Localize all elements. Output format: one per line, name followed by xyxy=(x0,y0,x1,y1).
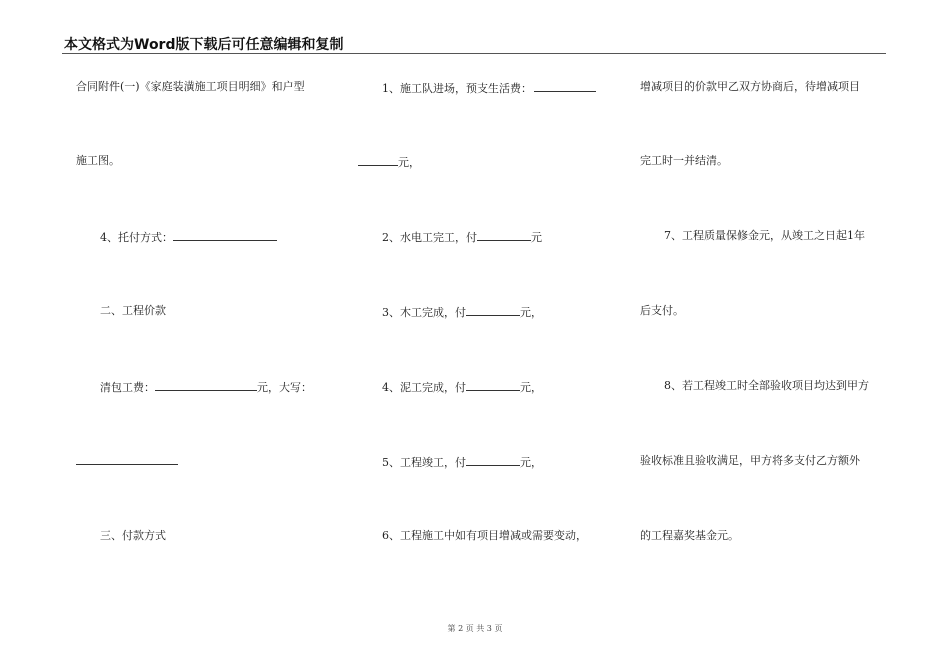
plumbing-label: 2、水电工完工，付 xyxy=(382,231,477,244)
col2-line-plumbing xyxy=(382,229,542,245)
col2-line-completion xyxy=(382,454,542,470)
completion-blank[interactable] xyxy=(466,454,520,466)
labor-fee-suffix: 元，大写： xyxy=(257,381,312,394)
advance-blank[interactable] xyxy=(534,80,596,92)
col3-line-bonus-cont: 验收标准且验收满足，甲方将多支付乙方额外 xyxy=(640,454,860,467)
col3-line-bonus-end: 的工程嘉奖基金元。 xyxy=(640,529,739,542)
col3-line-warranty-cont: 后支付。 xyxy=(640,304,684,317)
completion-label: 5、工程竣工，付 xyxy=(382,456,466,469)
document-header-title: 本文格式为Word版下载后可任意编辑和复制 xyxy=(64,37,344,53)
col1-line-labor-fee xyxy=(100,379,312,395)
col2-line-changes: 6、工程施工中如有项目增减或需要变动， xyxy=(382,529,587,542)
col1-heading-payment-method: 三、付款方式 xyxy=(100,529,166,542)
advance-label: 1、施工队进场，预支生活费： xyxy=(382,82,532,95)
carpentry-suffix: 元， xyxy=(520,306,542,319)
masonry-label: 4、泥工完成，付 xyxy=(382,381,466,394)
labor-fee-label: 清包工费： xyxy=(100,381,155,394)
payment-method-blank[interactable] xyxy=(173,229,277,241)
header-divider xyxy=(62,53,886,54)
advance-suffix: 元， xyxy=(398,156,420,169)
carpentry-blank[interactable] xyxy=(466,304,520,316)
col1-line-attachment: 合同附件(一)《家庭装潢施工项目明细》和户型 xyxy=(76,80,305,93)
col1-line-payment-method xyxy=(100,229,277,245)
col3-line-changes-price: 增减项目的价款甲乙双方协商后，待增减项目 xyxy=(640,80,860,93)
col2-line-carpentry xyxy=(382,304,542,320)
col1-line-drawing: 施工图。 xyxy=(76,154,120,167)
col1-heading-project-price: 二、工程价款 xyxy=(100,304,166,317)
col3-line-settle: 完工时一并结清。 xyxy=(640,154,728,167)
plumbing-suffix: 元 xyxy=(531,231,542,244)
col3-line-bonus: 8、若工程竣工时全部验收项目均达到甲方 xyxy=(664,379,869,392)
plumbing-blank[interactable] xyxy=(477,229,531,241)
completion-suffix: 元， xyxy=(520,456,542,469)
labor-fee-blank[interactable] xyxy=(155,379,257,391)
advance-blank-cont[interactable] xyxy=(358,154,398,166)
col2-line-advance-cont xyxy=(358,154,420,170)
carpentry-label: 3、木工完成，付 xyxy=(382,306,466,319)
col3-line-warranty: 7、工程质量保修金元，从竣工之日起1年 xyxy=(664,229,865,242)
page-number-footer: 第 2 页 共 3 页 xyxy=(447,624,503,633)
masonry-blank[interactable] xyxy=(466,379,520,391)
payment-method-label: 4、托付方式： xyxy=(100,231,173,244)
col2-line-masonry xyxy=(382,379,542,395)
col2-line-advance xyxy=(382,80,596,96)
masonry-suffix: 元， xyxy=(520,381,542,394)
labor-fee-capital-blank[interactable] xyxy=(76,464,178,465)
